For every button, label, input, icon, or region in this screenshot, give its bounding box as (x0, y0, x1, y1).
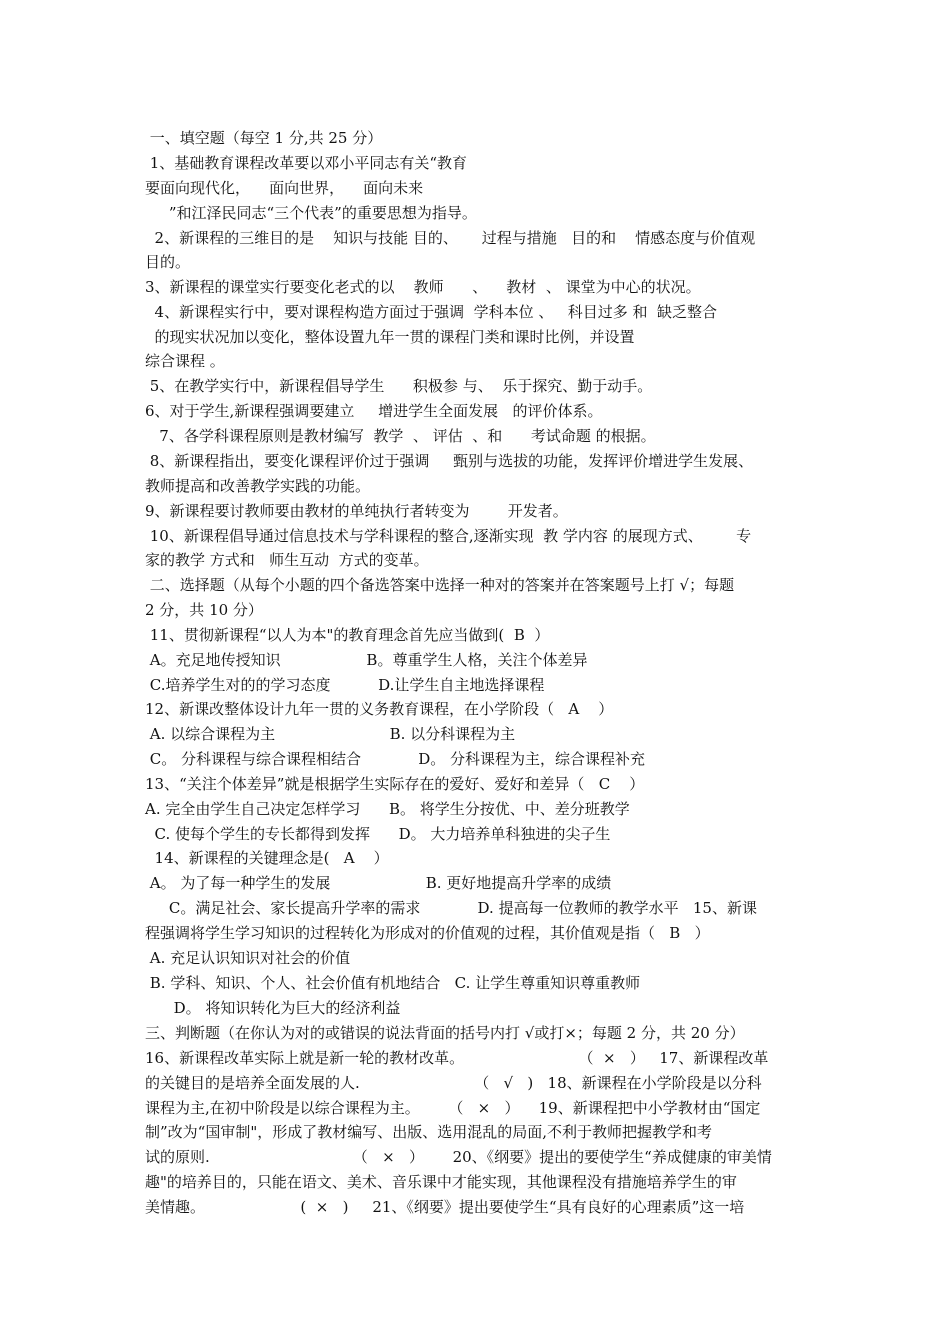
text-line: 16、新课程改革实际上就是新一轮的教材改革。 （ × ） 17、新课程改革 (145, 1049, 769, 1067)
text-line: 试的原则. （ × ） 20、《纲要》提出的要使学生“养成健康的审美情 (145, 1148, 772, 1166)
text-line: 制”改为“国审制"，形成了教材编写、出版、选用混乱的局面,不利于教师把握教学和考 (145, 1123, 713, 1141)
text-line: 教师提高和改善教学实践的功能。 (145, 477, 371, 495)
text-line: 5、在教学实行中，新课程倡导学生 积极参 与、 乐于探究、勤于动手。 (145, 377, 653, 395)
text-line: 2、新课程的三维目的是 知识与技能 目的、 过程与措施 目的和 情感态度与价值观 (145, 229, 756, 247)
text-line: 目的。 (145, 253, 191, 271)
text-line: 10、新课程倡导通过信息技术与学科课程的整合,逐渐实现 教 学内容 的展现方式、 专 (145, 527, 752, 545)
text-line: 课程为主,在初中阶段是以综合课程为主。 （ × ） 19、新课程把中小学教材由“国定 (145, 1099, 761, 1117)
text-line: 美情趣。 ( × ) 21、《纲要》提出要使学生“具有良好的心理素质”这一培 (145, 1198, 745, 1216)
text-line: 8、新课程指出，要变化课程评价过于强调 甄别与选拔的功能，发挥评价增进学生发展、 (145, 452, 754, 470)
text-line: 3、新课程的课堂实行要变化老式的以 教师 、 教材 、 课堂为中心的状况。 (145, 278, 701, 296)
text-line: 4、新课程实行中，要对课程构造方面过于强调 学科本位 、 科目过多 和 缺乏整合 (145, 303, 717, 321)
text-line: B. 学科、知识、个人、社会价值有机地结合 C. 让学生尊重知识尊重教师 (145, 974, 641, 992)
text-line: 一、填空题（每空 1 分,共 25 分） (145, 129, 383, 147)
text-line: D。 将知识转化为巨大的经济利益 (145, 999, 401, 1017)
text-line: A. 充足认识知识对社会的价值 (145, 949, 351, 967)
text-line: 7、各学科课程原则是教材编写 教学 、 评估 、和 考试命题 的根据。 (145, 427, 656, 445)
text-line: 趣"的培养目的，只能在语文、美术、音乐课中才能实现，其他课程没有措施培养学生的审 (145, 1173, 737, 1191)
text-line: 12、新课改整体设计九年一贯的义务教育课程，在小学阶段（ A ） (145, 700, 614, 718)
text-line: C. 使每个学生的专长都得到发挥 D。 大力培养单科独进的尖子生 (145, 825, 611, 843)
text-line: 综合课程 。 (145, 352, 225, 370)
text-line: 9、新课程要讨教师要由教材的单纯执行者转变为 开发者。 (145, 502, 568, 520)
text-line: 6、对于学生,新课程强调要建立 增进学生全面发展 的评价体系。 (145, 402, 603, 420)
text-line: 2 分，共 10 分） (145, 601, 263, 619)
text-line: A。充足地传授知识 B。尊重学生人格，关注个体差异 (145, 651, 588, 669)
text-line: A. 完全由学生自己决定怎样学习 B。 将学生分按优、中、差分班教学 (145, 800, 630, 818)
text-line: 1、基础教育课程改革要以邓小平同志有关“教育 (145, 154, 467, 172)
text-line: A。 为了每一种学生的发展 B. 更好地提高升学率的成绩 (145, 874, 612, 892)
text-line: 14、新课程的关键理念是( A ） (145, 849, 389, 867)
text-line: C。 分科课程与综合课程相结合 D。 分科课程为主，综合课程补充 (145, 750, 646, 768)
text-line: 家的教学 方式和 师生互动 方式的变革。 (145, 551, 429, 569)
text-line: C。满足社会、家长提高升学率的需求 D. 提高每一位教师的教学水平 15、新课 (145, 899, 757, 917)
text-line: 的关键目的是培养全面发展的人. （ √ ) 18、新课程在小学阶段是以分科 (145, 1074, 762, 1092)
text-line: C.培养学生对的的学习态度 D.让学生自主地选择课程 (145, 676, 545, 694)
text-line: 13、“关注个体差异”就是根据学生实际存在的爱好、爱好和差异（ C ） (145, 775, 645, 793)
text-line: 程强调将学生学习知识的过程转化为形成对的价值观的过程，其价值观是指（ B ） (145, 924, 710, 942)
text-line: 要面向现代化， 面向世界， 面向未来 (145, 179, 424, 197)
text-line: ”和江泽民同志“三个代表”的重要思想为指导。 (145, 204, 477, 222)
text-line: 的现实状况加以变化，整体设置九年一贯的课程门类和课时比例，并设置 (145, 328, 635, 346)
text-line: 11、贯彻新课程“以人为本"的教育理念首先应当做到( B ） (145, 626, 550, 644)
text-line: 三、判断题（在你认为对的或错误的说法背面的括号内打 √或打×；每题 2 分，共 20 分） (145, 1024, 745, 1042)
text-line: 二、选择题（从每个小题的四个备选答案中选择一种对的答案并在答案题号上打 √；每题 (145, 576, 735, 594)
text-line: A. 以综合课程为主 B. 以分科课程为主 (145, 725, 516, 743)
